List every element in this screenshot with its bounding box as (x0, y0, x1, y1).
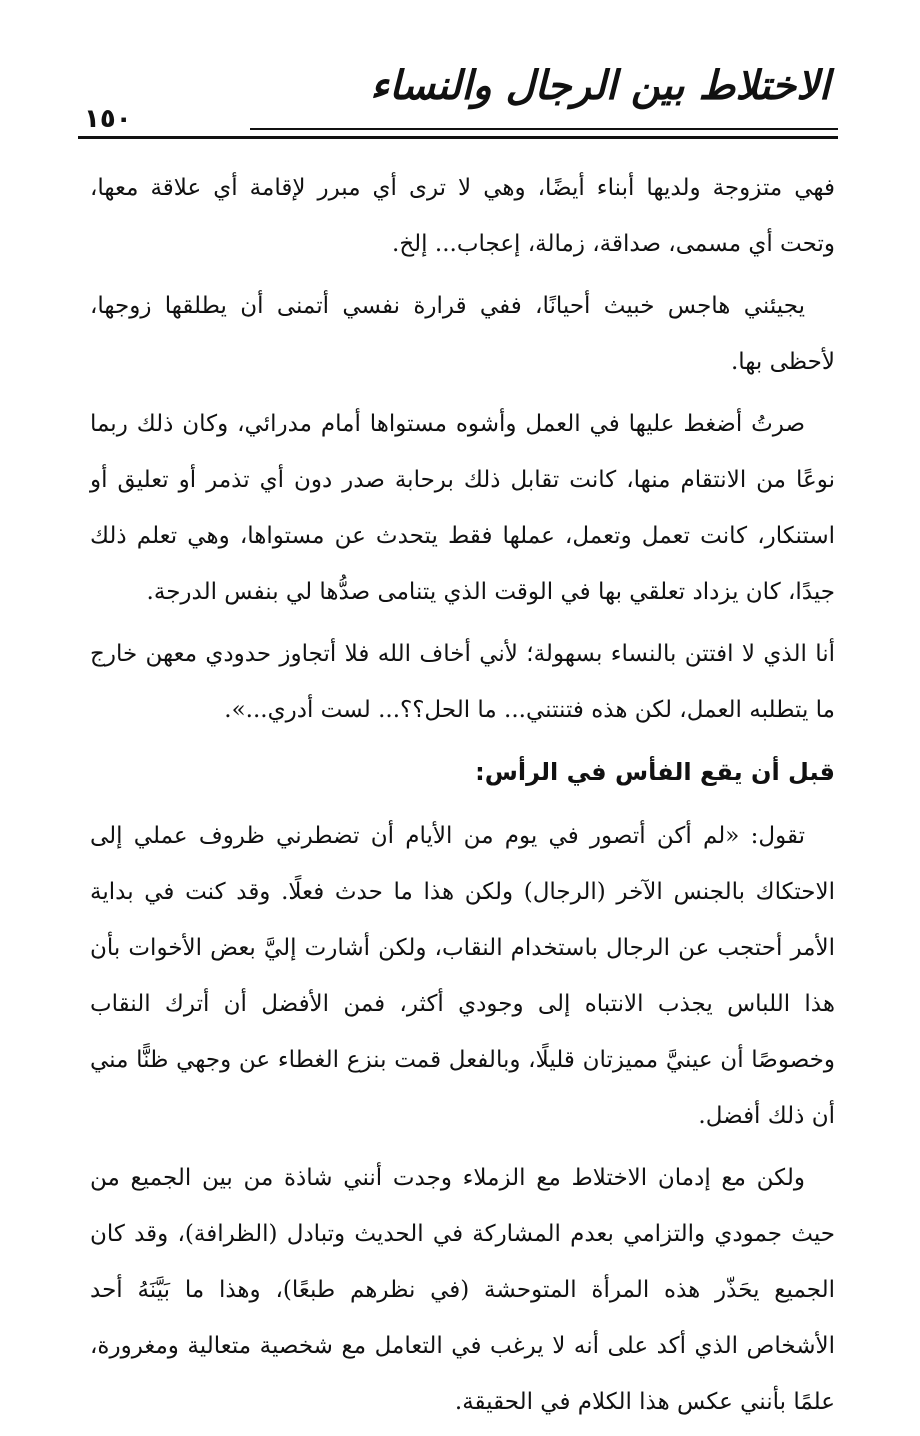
section-heading: قبل أن يقع الفأس في الرأس: (475, 758, 835, 786)
header-rule (78, 136, 838, 139)
header-rule-upper (250, 128, 838, 130)
paragraph-5: تقول: «لم أكن أتصور في يوم من الأيام أن تضطرني ظروف عملي إلى الاحتكاك بالجنس الآخر (الرجال) ولكن هذا ما حدث فعلًا. وقد كنت في بداية الأمر أحتجب عن الرجال باستخدام النقاب، ولكن أشارت إليَّ بعض الأخوات بأن هذا اللباس يجذب الانتباه إلى وجودي أكثر، فمن الأفضل أن أترك النقاب وخصوصًا أن عينيَّ مميزتان قليلًا، وبالفعل قمت بنزع الغطاء عن وجهي ظنًّا مني أن ذلك أفضل. (90, 823, 835, 1129)
paragraph-6: ولكن مع إدمان الاختلاط مع الزملاء وجدت أنني شاذة من بين الجميع من حيث جمودي والتزامي بعدم المشاركة في الحديث وتبادل (الظرافة)، وقد كان الجميع يحَذّر هذه المرأة المتوحشة (في نظرهم طبعًا)، وهذا ما بَيَّنَهُ أحد الأشخاص الذي أكد على أنه لا يرغب في التعامل مع شخصية متعالية ومغرورة، علمًا بأنني عكس هذا الكلام في الحقيقة. (90, 1165, 835, 1415)
running-title: الاختلاط بين الرجال والنساء (370, 62, 830, 109)
paragraph-1: فهي متزوجة ولديها أبناء أيضًا، وهي لا ترى أي مبرر لإقامة أي علاقة معها، وتحت أي مسمى، صداقة، زمالة، إعجاب... إلخ. (90, 175, 835, 257)
paragraph-3: صرتُ أضغط عليها في العمل وأشوه مستواها أمام مدرائي، وكان ذلك ربما نوعًا من الانتقام منها، كانت تقابل ذلك برحابة صدر دون أي تذمر أو تعليق أو استنكار، كانت تعمل وتعمل، عملها فقط يتحدث عن مستواها، وهي تعلم ذلك جيدًا، كان يزداد تعلقي بها في الوقت الذي يتنامى صدُّها لي بنفس الدرجة. (90, 411, 835, 605)
paragraph-4: أنا الذي لا افتتن بالنساء بسهولة؛ لأني أخاف الله فلا أتجاوز حدودي معهن خارج ما يتطلبه العمل، لكن هذه فتنتني... ما الحل؟؟... لست أدري...». (90, 641, 835, 723)
body-text (90, 160, 835, 1436)
page-number: ١٥٠ (84, 104, 132, 134)
paragraph-2: يجيئني هاجس خبيث أحيانًا، ففي قرارة نفسي أتمنى أن يطلقها زوجها، لأحظى بها. (90, 293, 835, 375)
